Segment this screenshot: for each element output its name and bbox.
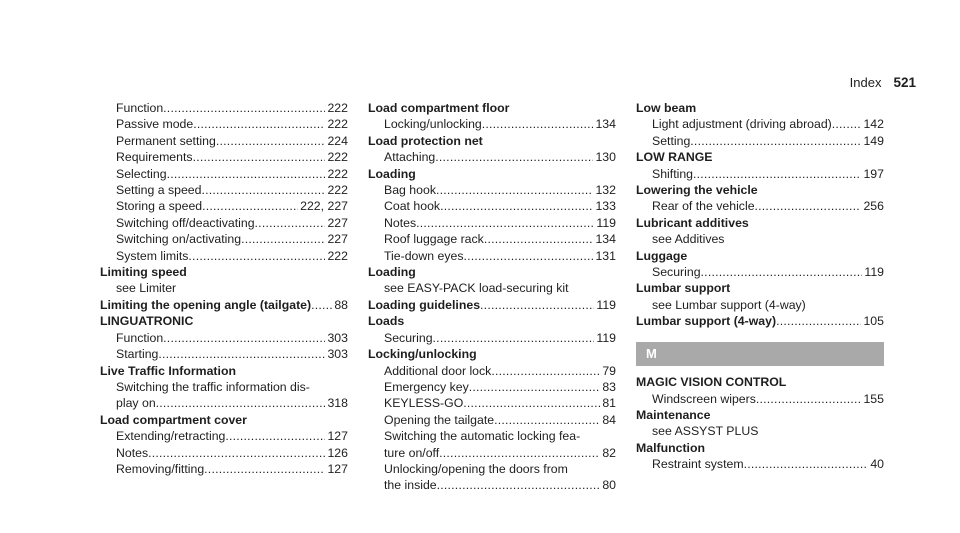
- index-heading-with-page: Limiting the opening angle (tailgate) . . . 88: [100, 297, 348, 313]
- index-see-ref: see Additives: [652, 232, 725, 247]
- index-entry: Windscreen wipers . . . 155: [636, 391, 884, 407]
- index-see-ref: see EASY-PACK load-securing kit: [384, 281, 569, 296]
- index-entry: Switching off/deactivating . . . 227: [100, 215, 348, 231]
- index-entry: Extending/retracting . . . 127: [100, 428, 348, 444]
- index-entry: Restraint system . . . 40: [636, 456, 884, 472]
- index-entry: KEYLESS-GO . . . 81: [368, 395, 616, 411]
- index-heading: Limiting speed: [100, 265, 187, 280]
- index-see-ref: see Lumbar support (4-way): [652, 297, 806, 312]
- index-entry: Function . . . 222: [100, 100, 348, 116]
- index-heading: Load compartment cover: [100, 412, 247, 427]
- index-heading: LOW RANGE: [636, 150, 713, 165]
- index-see-ref: see ASSYST PLUS: [652, 424, 759, 439]
- index-entry-line: Unlocking/opening the doors from: [384, 461, 568, 476]
- index-heading: Locking/unlocking: [368, 347, 477, 362]
- index-entry: Emergency key . . . 83: [368, 379, 616, 395]
- index-entry: Coat hook . . . 133: [368, 198, 616, 214]
- index-entry: Removing/fitting . . . 127: [100, 461, 348, 477]
- index-entry: Shifting . . . 197: [636, 166, 884, 182]
- index-entry: Roof luggage rack . . . 134: [368, 231, 616, 247]
- index-entry: Locking/unlocking . . . 134: [368, 116, 616, 132]
- index-heading: MAGIC VISION CONTROL: [636, 375, 787, 390]
- index-heading: Malfunction: [636, 440, 705, 455]
- index-heading-with-page: Lumbar support (4-way) . . . 105: [636, 313, 884, 329]
- section-letter: M: [636, 342, 884, 366]
- index-entry-line: Switching the automatic locking fea-: [384, 429, 581, 444]
- index-entry: play on . . . 318: [100, 395, 348, 411]
- index-entry: Storing a speed . . . 222, 227: [100, 198, 348, 214]
- index-entry: Opening the tailgate . . . 84: [368, 412, 616, 428]
- index-entry: Bag hook . . . 132: [368, 182, 616, 198]
- index-heading: Loading: [368, 166, 416, 181]
- index-entry: Permanent setting . . . 224: [100, 133, 348, 149]
- index-entry: Requirements . . . 222: [100, 149, 348, 165]
- index-heading: Loading: [368, 265, 416, 280]
- index-heading: Lubricant additives: [636, 215, 749, 230]
- index-column-3: [636, 100, 884, 473]
- page-number: 521: [893, 75, 916, 90]
- index-heading: Live Traffic Information: [100, 363, 236, 378]
- index-heading: Low beam: [636, 101, 697, 115]
- index-entry: Selecting . . . 222: [100, 166, 348, 182]
- index-column-1: [100, 100, 348, 477]
- header-title: Index: [849, 75, 882, 90]
- index-column-2: [368, 100, 616, 494]
- index-heading: LINGUATRONIC: [100, 314, 194, 329]
- index-entry: Notes . . . 119: [368, 215, 616, 231]
- index-entry: ture on/off . . . 82: [368, 445, 616, 461]
- index-entry: Securing . . . 119: [368, 330, 616, 346]
- index-entry: Function . . . 303: [100, 330, 348, 346]
- page-header: [850, 75, 916, 90]
- index-entry: Switching on/activating . . . 227: [100, 231, 348, 247]
- index-heading: Load protection net: [368, 133, 483, 148]
- index-heading: Lowering the vehicle: [636, 183, 758, 198]
- index-entry: Starting . . . 303: [100, 346, 348, 362]
- index-heading: Maintenance: [636, 407, 711, 422]
- index-heading: Load compartment floor: [368, 101, 510, 115]
- index-entry: Securing . . . 119: [636, 264, 884, 280]
- index-heading-with-page: Loading guidelines . . . 119: [368, 297, 616, 313]
- index-heading: Luggage: [636, 248, 688, 263]
- index-entry: Setting a speed . . . 222: [100, 182, 348, 198]
- index-entry: Passive mode . . . 222: [100, 116, 348, 132]
- index-entry: Rear of the vehicle . . . 256: [636, 198, 884, 214]
- index-entry: the inside . . . 80: [368, 477, 616, 493]
- index-entry: Light adjustment (driving abroad) . . . 142: [636, 116, 884, 132]
- index-entry: System limits . . . 222: [100, 248, 348, 264]
- index-entry-line: Switching the traffic information dis-: [116, 379, 310, 394]
- index-entry: Tie-down eyes . . . 131: [368, 248, 616, 264]
- index-entry: Additional door lock . . . 79: [368, 363, 616, 379]
- index-see-ref: see Limiter: [116, 281, 177, 296]
- index-heading: Lumbar support: [636, 281, 731, 296]
- index-entry: Notes . . . 126: [100, 445, 348, 461]
- index-entry: Attaching . . . 130: [368, 149, 616, 165]
- index-entry: Setting . . . 149: [636, 133, 884, 149]
- index-heading: Loads: [368, 314, 405, 329]
